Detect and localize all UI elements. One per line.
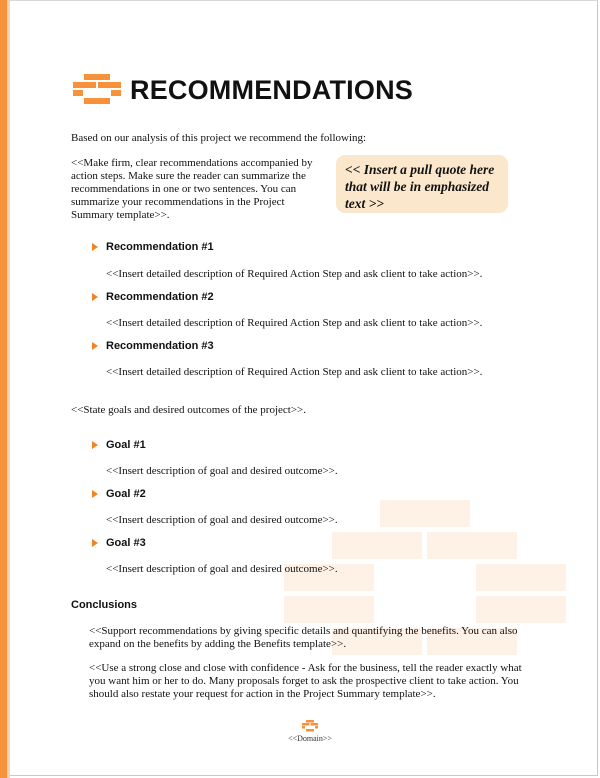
recommendation-description: <<Insert detailed description of Required Action Step and ask client to take action>>. <box>106 366 483 378</box>
goal-description: <<Insert description of goal and desired outcome>>. <box>106 514 338 526</box>
recommendation-description: <<Insert detailed description of Required Action Step and ask client to take action>>. <box>106 268 483 280</box>
recommendation-title: Recommendation #3 <box>106 340 214 352</box>
conclusions-paragraph: <<Support recommendations by giving specific details and quantifying the benefits. You can also expand on the benefits by adding the Benefits template>>. <box>89 625 518 650</box>
orange-brick-logo-icon <box>71 73 123 105</box>
small-brick-logo-icon <box>302 720 318 732</box>
intro-text: Based on our analysis of this project we recommend the following: <box>71 132 367 144</box>
bullet-arrow-icon <box>92 293 98 301</box>
page-title: RECOMMENDATIONS <box>130 75 413 105</box>
bullet-arrow-icon <box>92 243 98 251</box>
bullet-arrow-icon <box>92 342 98 350</box>
left-accent-stripe <box>0 0 7 778</box>
goal-title: Goal #2 <box>106 488 146 500</box>
goal-title: Goal #3 <box>106 537 146 549</box>
recommendation-title: Recommendation #1 <box>106 241 214 253</box>
goal-title: Goal #1 <box>106 439 146 451</box>
conclusions-heading: Conclusions <box>71 599 138 611</box>
recommendation-description: <<Insert detailed description of Required Action Step and ask client to take action>>. <box>106 317 483 329</box>
goal-description: <<Insert description of goal and desired outcome>>. <box>106 563 338 575</box>
pull-quote: << Insert a pull quote here that will be in emphasized text >> <box>336 155 508 213</box>
bullet-arrow-icon <box>92 539 98 547</box>
bullet-arrow-icon <box>92 441 98 449</box>
recommendation-title: Recommendation #2 <box>106 291 214 303</box>
goal-description: <<Insert description of goal and desired outcome>>. <box>106 465 338 477</box>
left-accent-stripe-light <box>7 0 10 778</box>
goals-intro: <<State goals and desired outcomes of the project>>. <box>71 404 306 416</box>
footer-domain: <<Domain>> <box>288 734 332 743</box>
bullet-arrow-icon <box>92 490 98 498</box>
conclusions-paragraph: <<Use a strong close and close with confidence - Ask for the business, tell the reader exactly what you want him or her to do. Many proposals forget to ask the prospective client to take action. You should also restate your request for action in the Project Summary template>>. <box>89 662 522 700</box>
lead-paragraph: <<Make firm, clear recommendations accompanied by action steps. Make sure the reader can summarize the recommendations in one or two sentences. You can summarize your recommendations in the Project Summary template>>. <box>71 157 313 221</box>
